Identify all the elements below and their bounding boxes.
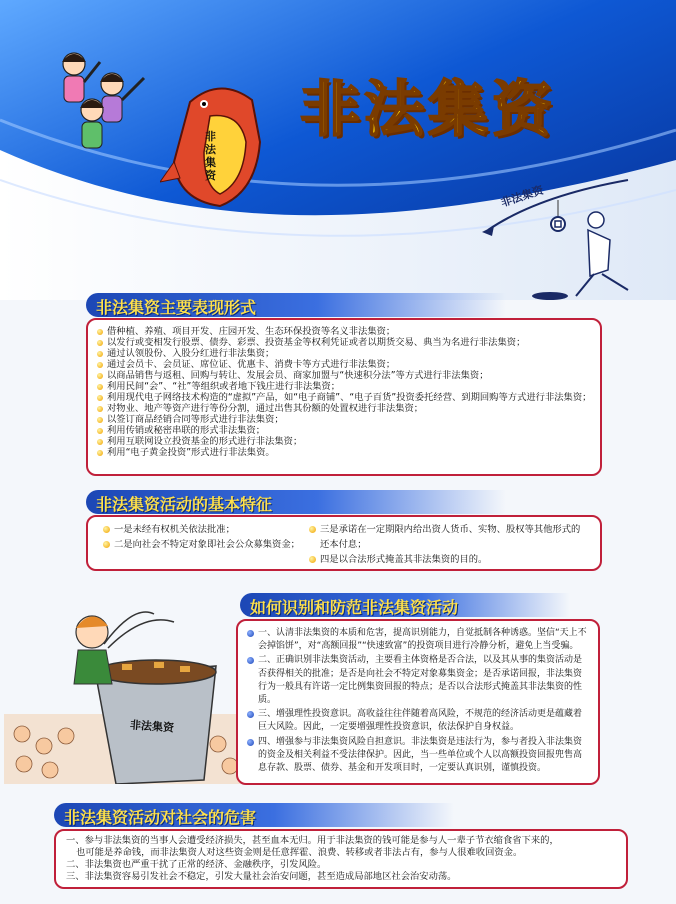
- list-item: 三是承诺在一定期限内给出资人货币、实物、股权等其他形式的还本付息；: [308, 522, 588, 552]
- list-item: 对物业、地产等资产进行等份分割，通过出售其份额的处置权进行非法集资；: [96, 403, 592, 414]
- list-item: 二、非法集资也严重干扰了正常的经济、金融秩序，引发风险。: [66, 859, 327, 870]
- section-forms-box: [86, 318, 602, 476]
- list-item: 一、参与非法集资的当事人会遭受经济损失，甚至血本无归。用于非法集资的钱可能是参与人一辈子节衣缩食省下来的，: [66, 835, 559, 846]
- section-harm-header: 非法集资活动对社会的危害: [54, 803, 454, 827]
- list-item: 以签订商品经销合同等形式进行非法集资；: [96, 414, 592, 425]
- money-pot-illustration-icon: [4, 604, 244, 784]
- list-item: 一是未经有权机关依法批准；: [102, 522, 302, 537]
- list-item: 四是以合法形式掩盖其非法集资的目的。: [308, 552, 588, 567]
- prevention-list: [246, 627, 590, 775]
- list-item: 也可能是养命钱，而非法集资人对这些资金则是任意挥霍、浪费、转移或者非法占有，参与人很难收回资金。: [76, 847, 523, 858]
- list-item: 四、增强参与非法集资风险自担意识。非法集资是违法行为，参与者投入非法集资的资金及相关利益不受法律保护。因此，当一些单位或个人以高额投资回报兜售高息存款、股票、债券、基金和开发项目时，一定要认真识别，谨慎投资。: [246, 736, 590, 776]
- harm-list: [66, 835, 616, 883]
- list-item: 一、认清非法集资的本质和危害，提高识别能力，自觉抵制各种诱惑。坚信“天上不会掉馅饼”，对“高额回报”“快速致富”的投资项目进行冷静分析，避免上当受骗。: [246, 627, 590, 653]
- section-features-box: [86, 515, 602, 571]
- list-item: 以发行或变相发行股票、债券、彩票、投资基金等权利凭证或者以期货交易、典当为名进行非法集资；: [96, 337, 592, 348]
- section-prevention-box: [236, 619, 600, 785]
- section-harm-box: [54, 829, 628, 889]
- list-item: 三、非法集资容易引发社会不稳定，引发大量社会治安问题，甚至造成局部地区社会治安动荡。: [66, 871, 457, 882]
- monster-label: 非 法 集 资: [205, 130, 216, 182]
- section-features-header: 非法集资活动的基本特征: [86, 490, 506, 514]
- list-item: 通过认领股份、入股分红进行非法集资；: [96, 348, 592, 359]
- list-item: 利用“电子黄金投资”形式进行非法集资。: [96, 447, 592, 458]
- list-item: 通过会员卡、会员证、席位证、优惠卡、消费卡等方式进行非法集资；: [96, 359, 592, 370]
- features-left-list: [102, 522, 302, 552]
- list-item: 利用民间“会”、“社”等组织或者地下钱庄进行非法集资；: [96, 381, 592, 392]
- monster-mascot-icon: [160, 82, 280, 212]
- page-title: 非法集资: [300, 75, 556, 145]
- cartoon-crowd-icon: [40, 42, 180, 162]
- list-item: 利用互联网设立投资基金的形式进行非法集资；: [96, 436, 592, 447]
- section-forms-header: 非法集资主要表现形式: [86, 293, 506, 317]
- section-prevention-header: 如何识别和防范非法集资活动: [240, 593, 570, 617]
- rod-banner-text: 非法集资: [499, 183, 546, 210]
- forms-list: [96, 326, 592, 458]
- list-item: 二是向社会不特定对象即社会公众募集资金；: [102, 537, 302, 552]
- features-right-list: [308, 522, 588, 567]
- pot-label: 非法集资: [129, 718, 175, 735]
- list-item: 借种植、养殖、项目开发、庄园开发、生态环保投资等名义非法集资；: [96, 326, 592, 337]
- list-item: 利用传销或秘密串联的形式非法集资；: [96, 425, 592, 436]
- list-item: 利用现代电子网络技术构造的“虚拟”产品，如“电子商铺”、“电子百货”投资委托经营、到期回购等方式进行非法集资；: [96, 392, 592, 403]
- list-item: 三、增强理性投资意识。高收益往往伴随着高风险，不规范的经济活动更是蕴藏着巨大风险。因此，一定要增强理性投资意识，依法保护自身权益。: [246, 708, 590, 734]
- list-item: 二、正确识别非法集资活动，主要看主体资格是否合法，以及其从事的集资活动是否获得相关的批准；是否是向社会不特定对象募集资金；是否承诺回报，非法集资行为一般具有许诺一定比例集资回报的特点；是否以合法形式掩盖其非法集资的性质。: [246, 654, 590, 707]
- list-item: 以商品销售与返租、回购与转让、发展会员、商家加盟与“快速积分法”等方式进行非法集资；: [96, 370, 592, 381]
